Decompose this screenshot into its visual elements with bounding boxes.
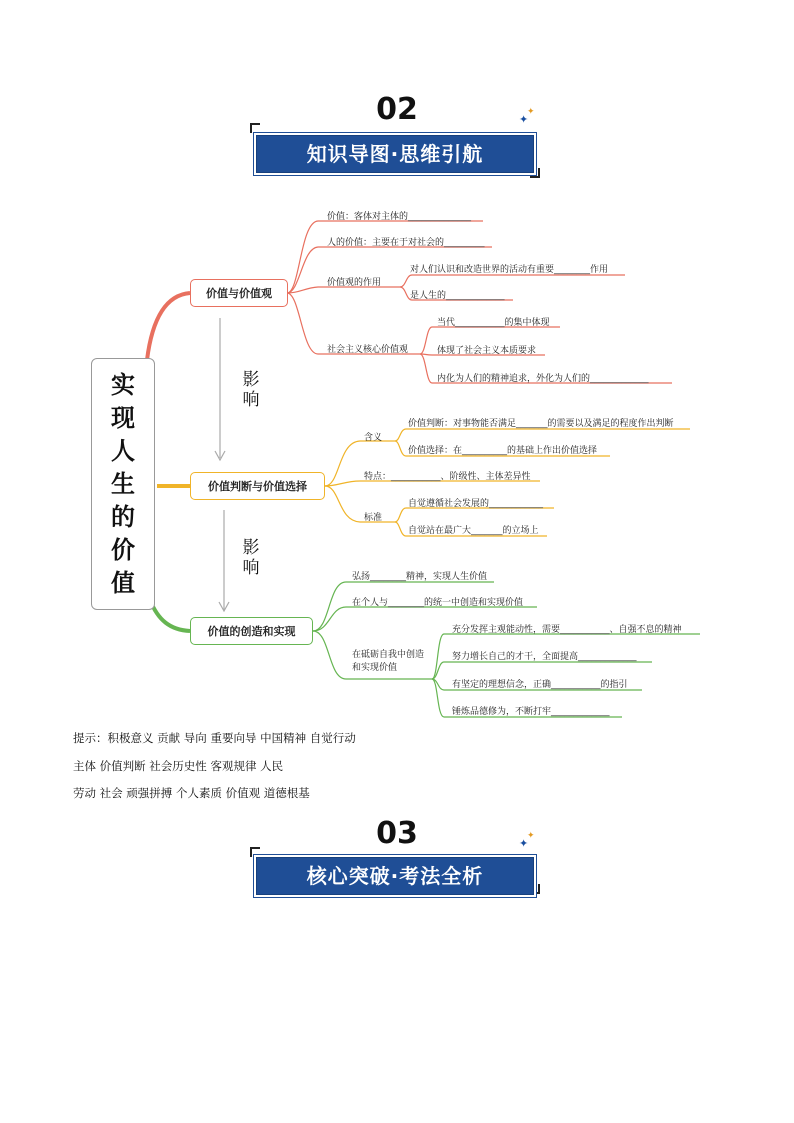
hint-line-2: 主体 价值判断 社会历史性 客观规律 人民 <box>73 759 284 773</box>
mindmap-root <box>91 358 155 610</box>
leaf-meaning-1: 价值判断：对事物能否满足_______的需要以及满足的程度作出判断 <box>408 419 674 429</box>
leaf-honing-1: 充分发挥主观能动性，需要___________、自强不息的精神 <box>452 625 682 635</box>
sparkle-icon: ✦ <box>519 113 529 126</box>
leaf-meaning-2: 价值选择：在__________的基础上作出价值选择 <box>408 446 598 456</box>
sparkle-icon: ✦ <box>519 837 529 850</box>
leaf-core-2: 体现了社会主义本质要求 <box>437 346 537 356</box>
banner-knowledge-map: 知识导图·思维引航 <box>256 135 534 173</box>
leaf-unity: 在个人与________的统一中创造和实现价值 <box>352 598 524 608</box>
sparkle-icon: ✦ <box>527 107 535 117</box>
leaf-self-honing: 在砥砺自我中创造和实现价值 <box>352 650 425 673</box>
influence-label: 影 响 <box>242 538 260 578</box>
root-char: 生 <box>111 469 135 498</box>
branch-node-value: 价值与价值观 <box>190 279 288 307</box>
leaf-standard: 标准 <box>364 513 383 523</box>
hint-line-1: 提示：积极意义 贡献 导向 重要向导 中国精神 自觉行动 <box>73 731 356 745</box>
leaf-value-view-role: 价值观的作用 <box>327 278 382 288</box>
leaf-standard-1: 自觉遵循社会发展的____________ <box>408 499 544 509</box>
branch-node-judgment: 价值判断与价值选择 <box>190 472 325 500</box>
leaf-meaning: 含义 <box>364 433 383 443</box>
branch-node-creation: 价值的创造和实现 <box>190 617 313 645</box>
root-char: 价 <box>111 535 135 564</box>
leaf-role-2: 是人生的_____________ <box>410 291 505 301</box>
leaf-standard-2: 自觉站在最广大_______的立场上 <box>408 526 539 536</box>
leaf-honing-2: 努力增长自己的才干，全面提高_____________ <box>452 652 637 662</box>
leaf-role-1: 对人们认识和改造世界的活动有重要________作用 <box>410 265 609 275</box>
leaf-honing-3: 有坚定的理想信念，正确___________的指引 <box>452 680 628 690</box>
section-number-02: 02 <box>376 92 418 127</box>
root-char: 实 <box>111 370 135 399</box>
root-char: 人 <box>111 436 135 465</box>
leaf-value-definition: 价值：客体对主体的______________ <box>327 212 472 222</box>
leaf-features: 特点：___________、阶级性、主体差异性 <box>364 472 531 482</box>
banner-core-breakthrough: 核心突破·考法全析 <box>256 857 534 895</box>
influence-label: 影 响 <box>242 370 260 410</box>
root-char: 现 <box>111 403 135 432</box>
leaf-core-3: 内化为人们的精神追求，外化为人们的_____________ <box>437 374 649 384</box>
leaf-core-1: 当代___________的集中体现 <box>437 318 550 328</box>
section-number-03: 03 <box>376 816 418 851</box>
leaf-honing-4: 锤炼品德修为，不断打牢_____________ <box>452 707 610 717</box>
leaf-human-value: 人的价值：主要在于对社会的_________ <box>327 238 485 248</box>
banner-corner-tl <box>250 847 260 857</box>
root-char: 值 <box>111 568 135 597</box>
sparkle-icon: ✦ <box>527 831 535 841</box>
leaf-spirit: 弘扬________精神，实现人生价值 <box>352 572 488 582</box>
leaf-core-values: 社会主义核心价值观 <box>327 345 409 355</box>
hint-line-3: 劳动 社会 顽强拼搏 个人素质 价值观 道德根基 <box>73 786 310 800</box>
root-char: 的 <box>111 502 135 531</box>
